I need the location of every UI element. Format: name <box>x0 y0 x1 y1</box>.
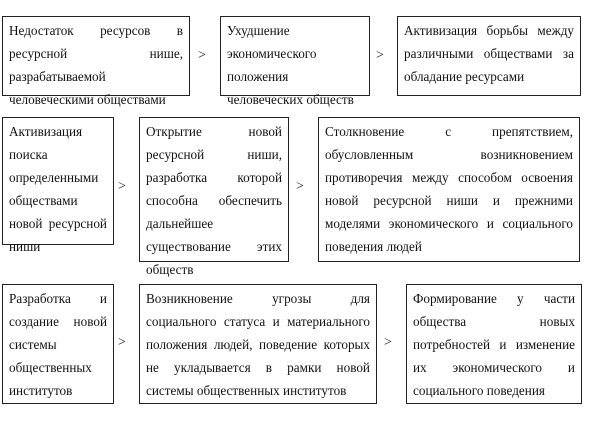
box-new-niche-discovery: Открытие новой ресурсной ниши, разработка которой способна обеспечить дальнейшее существование этих обществ <box>139 117 289 262</box>
arrow-2-1: > <box>118 179 126 194</box>
box-resource-shortage: Недостаток ресурсов в ресурсной нише, разрабатываемой человеческими обществами <box>2 16 190 96</box>
arrow-3-1: > <box>118 335 126 350</box>
arrow-2-2: > <box>296 179 304 194</box>
box-obstacle-contradiction: Столкновение с препятствием, обусловленным возникновением противоречия между способом освоения новой ресурсной ниши и прежними моделями экономического и социального поведения людей <box>318 117 580 262</box>
arrow-1-2: > <box>376 48 384 63</box>
box-status-threat: Возникновение угрозы для социального статуса и материального положения людей, поведение которых не укладывается в рамки новой системы общественных институтов <box>139 284 377 404</box>
box-economic-decline: Ухудшение экономического положения человеческих обществ <box>220 16 370 96</box>
box-resource-struggle: Активизация борьбы между различными обществами за обладание ресурсами <box>397 16 581 96</box>
arrow-1-1: > <box>198 48 206 63</box>
box-new-institutions: Разработка и создание новой системы общественных институтов <box>2 284 114 404</box>
box-new-niche-search: Активизация поиска определенными обществами новой ресурсной ниши <box>2 117 114 245</box>
arrow-3-2: > <box>384 335 392 350</box>
box-new-needs-formation: Формирование у части общества новых потребностей и изменение их экономического и социального поведения <box>406 284 582 404</box>
